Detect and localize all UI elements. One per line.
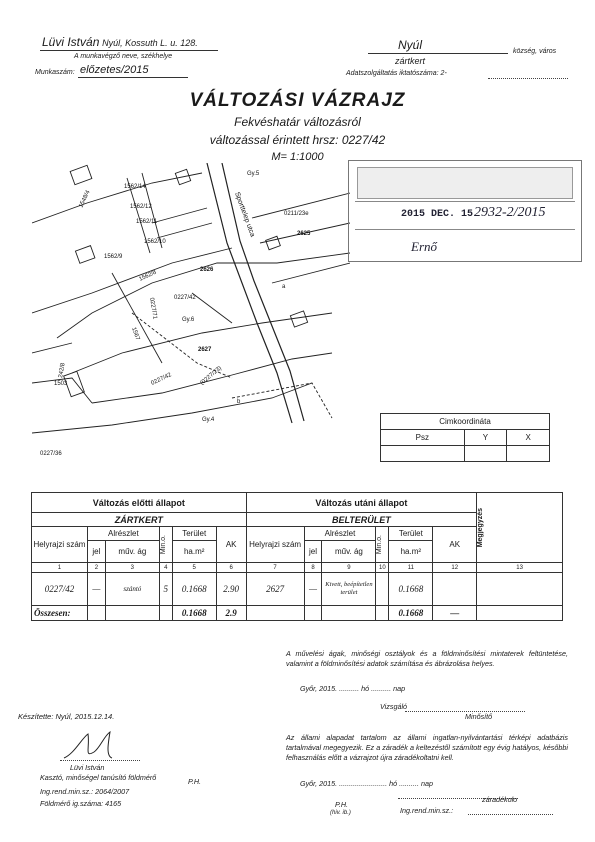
ak-after-header: AK	[433, 527, 477, 563]
mino-before-header: Min.o.	[159, 534, 167, 555]
colnum-12: 12	[433, 563, 477, 573]
firm-label: A munkavégző neve, székhelye	[74, 53, 173, 60]
colnum-3: 3	[105, 563, 159, 573]
subtitle-parcel: változással érintett hrsz: 0227/42	[209, 133, 386, 147]
colnum-6: 6	[216, 563, 246, 573]
map-label-1567: 1567	[130, 326, 141, 342]
colnum-2: 2	[87, 563, 105, 573]
closing-clause: Az állami alapadat tartalom az állami ingatlan-nyilvántartási térképi adatbázis tartalmával megegyezik. Ez a záradék a keltezéstől számított egy évig hatályos, későbbi felhasználás előtt a vázrajzot újra záradékoltatni kell.	[286, 733, 568, 762]
sum-ak-before: 2.9	[216, 606, 246, 621]
signer-role: Kasztó, minőségel tanúsító földmérő	[40, 773, 157, 782]
mino-after-header: Min.o.	[376, 534, 384, 555]
colnum-5: 5	[172, 563, 216, 573]
signature	[60, 728, 130, 764]
map-label-242-8: 242/8	[58, 362, 67, 379]
map-label-0227-23: (0227/23)	[199, 365, 223, 387]
filing-stamp	[348, 160, 582, 262]
map-label-1503: 1503	[54, 381, 68, 387]
alreszlet-before-header: Alrészlet	[87, 527, 159, 541]
alreszlet-after-header: Alrészlet	[304, 527, 376, 541]
map-label-1548-4: 1548/4	[78, 189, 92, 209]
map-label-gy5: Gy.5	[247, 171, 260, 177]
stamp-reg-no: 2932-2/2015	[474, 205, 546, 220]
colnum-8: 8	[304, 563, 322, 573]
coord-col-x: X	[507, 430, 550, 446]
map-label-0227-71: 0227/71	[148, 297, 158, 320]
stamp-header	[357, 167, 573, 199]
signer-name: Lüvi István	[70, 763, 105, 772]
signer-ing: Ing.rend.min.sz.: 2064/2007	[40, 787, 130, 796]
cert1-date: Győr, 2015. .......... hó .......... nap	[300, 684, 406, 693]
map-label-gy6: Gy.6	[182, 317, 195, 323]
settlement-type: község, város	[513, 48, 557, 55]
colnum-1: 1	[32, 563, 88, 573]
map-label-b: b	[237, 399, 241, 405]
terulet-before-header: Terület	[172, 527, 216, 541]
jel-before-header: jel	[87, 541, 105, 563]
jel-after-header: jel	[304, 541, 322, 563]
map-label-a: a	[282, 284, 286, 290]
colnum-13: 13	[477, 563, 563, 573]
colnum-9: 9	[322, 563, 376, 573]
cert2-date: Győr, 2015. ........................ hó .......... nap	[300, 779, 434, 788]
map-label-2625: 2625	[297, 231, 311, 237]
map-label-gy4: Gy.4	[202, 417, 215, 423]
settlement: Nyúl	[398, 38, 423, 52]
hrsz-after: 2627	[246, 573, 304, 606]
cert1-grader: Minősítő	[465, 712, 493, 721]
area-after: 0.1668	[389, 573, 433, 606]
sum-area-before: 0.1668	[172, 606, 216, 621]
ak-before: 2.90	[216, 573, 246, 606]
area-type: zártkert	[395, 56, 426, 66]
hrsz-after-header: Helyrajzi szám	[246, 527, 304, 563]
colnum-4: 4	[159, 563, 172, 573]
hrsz-before-header: Helyrajzi szám	[32, 527, 88, 563]
map-label-street: Sporttelep utca	[233, 191, 256, 238]
coord-col-y: Y	[464, 430, 507, 446]
terulet-after-header: Terület	[389, 527, 433, 541]
table-row	[32, 573, 563, 606]
cert2-ph: P.H.	[335, 800, 349, 809]
scale: M= 1:1000	[271, 151, 324, 163]
map-label-1562-8: 1562/8	[138, 269, 158, 283]
cert2-ing: Ing.rend.min.sz.:	[400, 806, 454, 815]
colnum-7: 7	[246, 563, 304, 573]
muv-after-header: műv. ág	[322, 541, 376, 563]
before-category: ZÁRTKERT	[32, 513, 247, 527]
map-label-1562-10: 1562/10	[144, 239, 166, 245]
ham2-before-header: ha.m²	[172, 541, 216, 563]
colnum-10: 10	[376, 563, 389, 573]
jel-after: —	[304, 573, 322, 606]
hrsz-before: 0227/42	[32, 573, 88, 606]
change-table	[31, 492, 563, 621]
ak-before-header: AK	[216, 527, 246, 563]
map-label-1562-9: 1562/9	[104, 254, 123, 260]
muv-before: szántó	[105, 573, 159, 606]
stamp-date: 2015 DEC. 15	[401, 209, 474, 220]
prepared-date: Készítette: Nyúl, 2015.12.14.	[18, 712, 115, 721]
stamp-signature: Ernő	[411, 239, 437, 254]
mino-before: 5	[159, 573, 172, 606]
jel-before: —	[87, 573, 105, 606]
map-label-0227-42-b: 0227/42	[150, 372, 173, 387]
subtitle-change: Fekvéshatár változásról	[234, 115, 361, 129]
map-label-2627: 2627	[198, 347, 212, 353]
surveyor-address: Nyúl, Kossuth L. u. 128.	[102, 38, 198, 48]
label-coordinate-table	[380, 413, 550, 462]
after-category: BELTERÜLET	[246, 513, 477, 527]
ham2-after-header: ha.m²	[389, 541, 433, 563]
job-label: Munkaszám:	[35, 69, 75, 76]
muv-after: Kivett, beépítetlen terület	[322, 573, 376, 606]
surveyor-name: Lüvi István	[42, 35, 100, 49]
muv-before-header: műv. ág	[105, 541, 159, 563]
map-label-0211-23e: 0211/23e	[284, 211, 309, 217]
sum-label: Összesen:	[32, 606, 88, 621]
remark-header: Megjegyzés	[477, 507, 485, 548]
coord-title: Cimkoordináta	[381, 414, 550, 430]
sum-ak-after: —	[433, 606, 477, 621]
area-before: 0.1668	[172, 573, 216, 606]
cert2-ph-sub: (hiv. ib.)	[330, 810, 351, 816]
after-header: Változás utáni állapot	[246, 493, 477, 513]
job-number: előzetes/2015	[80, 64, 149, 76]
quality-certification: A művelési ágak, minőségi osztályok és a földminősítési mintaterek feltüntetése, valamint a földminősítési adatok számítása és ábrázolása helyes.	[286, 649, 568, 668]
cert1-checker: Vizsgáló	[380, 702, 408, 711]
map-label-1562-11: 1562/11	[136, 219, 158, 225]
map-label-1562-14: 1562/14	[124, 184, 146, 190]
cert2-closing: záradékolo	[482, 795, 518, 804]
map-label-0227-42: 0227/42	[174, 295, 196, 301]
map-label-0227-36: 0227/36	[40, 451, 62, 455]
signer-cert: Földmérő ig.száma: 4165	[40, 799, 122, 808]
map-label-1562-12: 1562/12	[130, 204, 152, 210]
coord-col-psz: Psz	[381, 430, 465, 446]
colnum-11: 11	[389, 563, 433, 573]
surveyor-line	[42, 35, 198, 49]
document-title: VÁLTOZÁSI VÁZRAJZ	[189, 90, 406, 111]
parcel-map	[32, 163, 350, 455]
filing-label: Adatszolgáltatás iktatószáma: 2-	[346, 70, 447, 77]
sum-area-after: 0.1668	[389, 606, 433, 621]
sum-row	[32, 606, 563, 621]
before-header: Változás előtti állapot	[32, 493, 247, 513]
map-label-2626: 2626	[200, 267, 214, 273]
signer-ph: P.H.	[188, 777, 202, 786]
